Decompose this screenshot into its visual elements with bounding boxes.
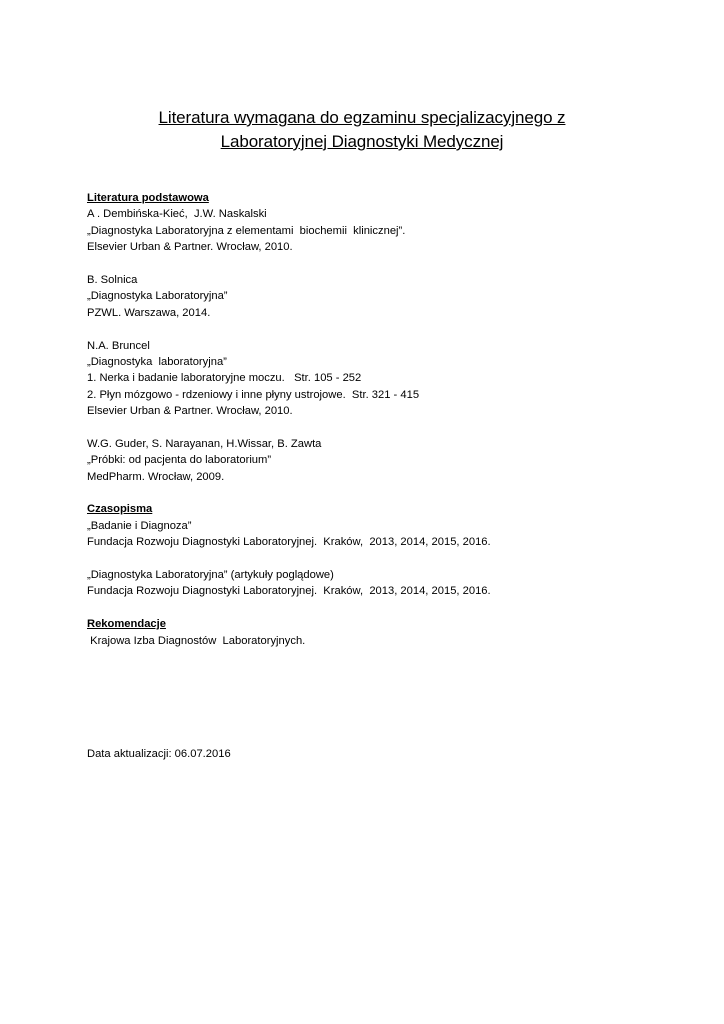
reference-line: Elsevier Urban & Partner. Wrocław, 2010.	[87, 405, 293, 418]
reference-line: 2. Płyn mózgowo - rdzeniowy i inne płyny ustrojowe. Str. 321 - 415	[87, 388, 420, 401]
reference-line: N.A. Bruncel	[87, 339, 150, 352]
reference-line: A . Dembińska-Kieć, J.W. Naskalski	[87, 208, 267, 221]
document-title-line-2: Laboratoryjnej Diagnostyki Medycznej	[220, 132, 504, 151]
reference-line: Fundacja Rozwoju Diagnostyki Laboratoryjnej. Kraków, 2013, 2014, 2015, 2016.	[87, 536, 491, 549]
spacer	[87, 485, 687, 501]
document-body	[87, 190, 687, 649]
section-heading-basic-literature: Literatura podstawowa	[87, 192, 209, 204]
reference-line: Krajowa Izba Diagnostów Laboratoryjnych.	[87, 634, 306, 647]
update-date: Data aktualizacji: 06.07.2016	[87, 748, 231, 760]
section-heading-recommendations: Rekomendacje	[87, 618, 166, 631]
reference-line: B. Solnica	[87, 273, 138, 286]
spacer	[87, 419, 687, 435]
document-title-line-1: Literatura wymagana do egzaminu specjalizacyjnego z	[158, 108, 566, 127]
spacer	[87, 321, 687, 337]
reference-line: „Diagnostyka Laboratoryjna z elementami biochemii klinicznej”.	[87, 224, 406, 237]
spacer	[87, 551, 687, 567]
spacer	[87, 600, 687, 616]
reference-line: „Diagnostyka Laboratoryjna” (artykuły poglądowe)	[87, 568, 334, 581]
reference-line: „Diagnostyka laboratoryjna”	[87, 355, 227, 368]
reference-line: MedPharm. Wrocław, 2009.	[87, 470, 225, 483]
reference-line: „Próbki: od pacjenta do laboratorium”	[87, 454, 272, 467]
reference-line: Elsevier Urban & Partner. Wrocław, 2010.	[87, 241, 293, 254]
section-heading-journals: Czasopisma	[87, 503, 153, 516]
reference-line: Fundacja Rozwoju Diagnostyki Laboratoryjnej. Kraków, 2013, 2014, 2015, 2016.	[87, 585, 491, 598]
reference-line: W.G. Guder, S. Narayanan, H.Wissar, B. Zawta	[87, 437, 322, 450]
reference-line: „Badanie i Diagnoza”	[87, 519, 192, 532]
reference-line: „Diagnostyka Laboratoryjna”	[87, 290, 228, 303]
reference-line: 1. Nerka i badanie laboratoryjne moczu. Str. 105 - 252	[87, 372, 362, 385]
spacer	[87, 256, 687, 272]
reference-line: PZWL. Warszawa, 2014.	[87, 306, 211, 319]
